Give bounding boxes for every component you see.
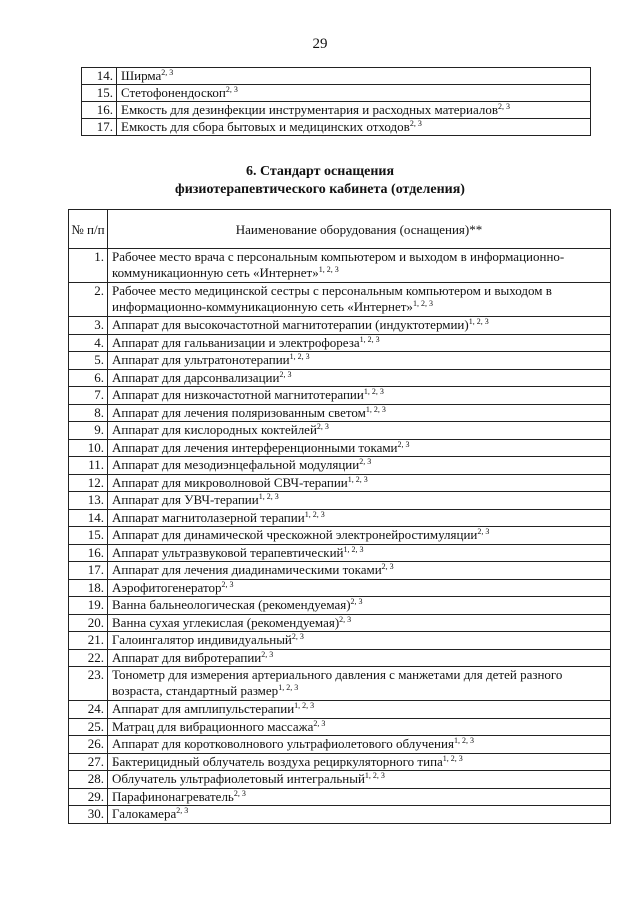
footnote-marker: 2, 3 <box>381 562 394 571</box>
equipment-name: Аппарат для высокочастотной магнитотерапии (индуктотермии) <box>112 317 469 332</box>
row-number: 14. <box>69 509 108 527</box>
equipment-name-cell <box>108 579 611 597</box>
equipment-name: Аппарат для гальванизации и электрофореза <box>112 334 360 350</box>
table-row <box>69 718 611 736</box>
equipment-name: Рабочее место врача с персональным компьютером и выходом в информационно-коммуникационную сеть «Интернет» <box>112 249 565 280</box>
row-number: 7. <box>69 387 108 405</box>
footnote-marker: 2, 3 <box>316 422 329 431</box>
row-number: 1. <box>69 249 108 283</box>
table-row <box>69 597 611 615</box>
footnote-marker: 2, 3 <box>291 632 304 641</box>
footnote-marker: 2, 3 <box>477 527 490 536</box>
table-row <box>69 474 611 492</box>
row-number: 30. <box>69 806 108 824</box>
row-number: 17. <box>69 562 108 580</box>
equipment-name-cell <box>108 404 611 422</box>
row-number: 16. <box>82 102 117 119</box>
footnote-marker: 1, 2, 3 <box>364 771 385 780</box>
table-row <box>69 439 611 457</box>
equipment-name: Стетофонендоскоп <box>121 85 226 100</box>
equipment-name: Аппарат для мезодиэнцефальной модуляции <box>112 457 360 472</box>
footnote-marker: 2, 3 <box>397 439 410 449</box>
row-number: 15. <box>82 85 117 102</box>
equipment-name-cell <box>108 649 611 667</box>
table-row <box>82 102 591 119</box>
equipment-name: Облучатель ультрафиолетовый интегральный <box>112 771 365 786</box>
row-number: 12. <box>69 474 108 492</box>
equipment-name: Аппарат магнитолазерной терапии <box>112 509 305 525</box>
equipment-name-cell <box>117 102 591 119</box>
footnote-marker: 1, 2, 3 <box>318 265 339 274</box>
equipment-name: Аппарат для вибротерапии <box>112 649 262 665</box>
footnote-marker: 2, 3 <box>498 102 511 111</box>
equipment-name-cell <box>108 771 611 789</box>
equipment-name: Аппарат для коротковолнового ультрафиолетового облучения <box>112 736 454 751</box>
table-row <box>69 317 611 335</box>
footnote-marker: 2, 3 <box>161 68 174 77</box>
table-row <box>69 387 611 405</box>
equipment-name-cell <box>108 632 611 650</box>
footnote-marker: 2, 3 <box>409 119 422 128</box>
footnote-marker: 1, 2, 3 <box>363 387 384 396</box>
section-heading <box>0 163 640 199</box>
section-title-line2: физиотерапевтического кабинета (отделения) <box>175 182 465 197</box>
equipment-name: Ширма <box>121 68 162 83</box>
footnote-marker: 1, 2, 3 <box>278 683 299 692</box>
equipment-name: Галокамера <box>112 806 177 821</box>
section-title-line1: 6. Стандарт оснащения <box>245 164 395 179</box>
row-number: 23. <box>69 667 108 701</box>
row-number: 21. <box>69 632 108 650</box>
equipment-name: Ванна бальнеологическая (рекомендуемая) <box>112 597 351 612</box>
equipment-name-cell <box>108 334 611 352</box>
table-row <box>69 369 611 387</box>
table-row <box>69 283 611 317</box>
equipment-name-cell <box>108 667 611 701</box>
equipment-name: Аппарат для УВЧ-терапии <box>112 492 259 507</box>
row-number: 24. <box>69 701 108 719</box>
table-row <box>69 352 611 370</box>
table-row <box>69 249 611 283</box>
equipment-name-cell <box>108 492 611 510</box>
row-number: 2. <box>69 283 108 317</box>
equipment-name-cell <box>108 283 611 317</box>
table-row <box>69 753 611 771</box>
row-number: 6. <box>69 369 108 387</box>
equipment-name-cell <box>108 369 611 387</box>
footnote-marker: 1, 2, 3 <box>468 317 489 326</box>
table-row <box>69 527 611 545</box>
equipment-name-cell <box>117 85 591 102</box>
equipment-name-cell <box>108 422 611 440</box>
footnote-marker: 1, 2, 3 <box>359 334 380 344</box>
footnote-marker: 1, 2, 3 <box>442 753 463 763</box>
footnote-marker: 1, 2, 3 <box>347 474 368 484</box>
equipment-name: Аппарат для амплипульстерапии <box>112 701 295 716</box>
table-row <box>69 667 611 701</box>
equipment-name: Ванна сухая углекислая (рекомендуемая) <box>112 614 340 630</box>
table-row <box>69 788 611 806</box>
table-row <box>69 614 611 632</box>
footnote-marker: 1, 2, 3 <box>365 404 386 414</box>
equipment-name-cell <box>108 597 611 615</box>
equipment-name-cell <box>108 753 611 771</box>
equipment-name: Аэрофитогенератор <box>112 579 222 595</box>
table-row <box>69 579 611 597</box>
page-number: 29 <box>312 36 328 52</box>
footnote-marker: 1, 2, 3 <box>289 352 310 361</box>
table-row <box>69 806 611 824</box>
table-row <box>69 492 611 510</box>
row-number: 16. <box>69 544 108 562</box>
row-number: 10. <box>69 439 108 457</box>
table-row <box>82 85 591 102</box>
table-row <box>82 68 591 85</box>
equipment-name-cell <box>108 439 611 457</box>
footnote-marker: 2, 3 <box>350 597 363 606</box>
row-number: 25. <box>69 718 108 736</box>
row-number: 19. <box>69 597 108 615</box>
footnote-marker: 2, 3 <box>176 806 189 815</box>
footnote-marker: 1, 2, 3 <box>412 299 433 308</box>
equipment-name-cell <box>108 387 611 405</box>
equipment-name: Матрац для вибрационного массажа <box>112 718 314 734</box>
row-number: 8. <box>69 404 108 422</box>
footnote-marker: 2, 3 <box>359 457 372 466</box>
equipment-name: Бактерицидный облучатель воздуха рециркуляторного типа <box>112 753 443 769</box>
equipment-name: Аппарат для ультратонотерапии <box>112 352 290 367</box>
row-number: 11. <box>69 457 108 475</box>
equipment-name-cell <box>108 527 611 545</box>
equipment-name: Аппарат для динамической чрескожной электронейростимуляции <box>112 527 478 542</box>
footnote-marker: 1, 2, 3 <box>258 492 279 501</box>
equipment-name-cell <box>108 701 611 719</box>
table-row <box>69 509 611 527</box>
table-row <box>69 562 611 580</box>
equipment-name: Емкость для сбора бытовых и медицинских отходов <box>121 119 410 134</box>
row-number: 4. <box>69 334 108 352</box>
footnote-marker: 2, 3 <box>261 649 274 659</box>
footnote-marker: 2, 3 <box>233 788 246 798</box>
table-row <box>69 771 611 789</box>
table-row <box>69 544 611 562</box>
equipment-name-cell <box>108 317 611 335</box>
equipment-name: Тонометр для измерения артериального давления с манжетами для детей разного возраста, стандартный размер <box>112 667 563 698</box>
equipment-name-cell <box>117 68 591 85</box>
equipment-name-cell <box>108 509 611 527</box>
equipment-name-cell <box>108 736 611 754</box>
equipment-name: Аппарат для дарсонвализации <box>112 369 280 385</box>
equipment-name: Аппарат для кислородных коктейлей <box>112 422 317 437</box>
equipment-name-cell <box>108 788 611 806</box>
footnote-marker: 2, 3 <box>339 614 352 624</box>
equipment-name-cell <box>108 718 611 736</box>
row-number: 13. <box>69 492 108 510</box>
equipment-name-cell <box>108 457 611 475</box>
row-number: 29. <box>69 788 108 806</box>
table-row <box>69 632 611 650</box>
footnote-marker: 2, 3 <box>313 718 326 728</box>
equipment-name-cell <box>108 806 611 824</box>
equipment-name-cell <box>108 249 611 283</box>
table-row <box>69 404 611 422</box>
row-number: 28. <box>69 771 108 789</box>
physiotherapy-equipment-table <box>68 209 611 824</box>
equipment-name-cell <box>108 544 611 562</box>
footnote-marker: 2, 3 <box>279 369 292 379</box>
table-row <box>69 701 611 719</box>
table-row <box>69 736 611 754</box>
equipment-name: Рабочее место медицинской сестры с персональным компьютером и выходом в информационно-коммуникационную сеть «Интернет» <box>112 283 552 314</box>
footnote-marker: 1, 2, 3 <box>453 736 474 745</box>
equipment-name-cell <box>108 474 611 492</box>
row-number: 15. <box>69 527 108 545</box>
equipment-name-cell <box>108 352 611 370</box>
footnote-marker: 2, 3 <box>221 579 234 589</box>
header-number: № п/п <box>69 210 108 249</box>
equipment-name: Парафинонагреватель <box>112 788 234 804</box>
row-number: 14. <box>82 68 117 85</box>
footnote-marker: 1, 2, 3 <box>343 544 364 554</box>
equipment-name: Аппарат для лечения поляризованным светом <box>112 404 366 420</box>
equipment-name-cell <box>108 562 611 580</box>
table-header-row <box>69 210 611 249</box>
row-number: 9. <box>69 422 108 440</box>
equipment-name: Емкость для дезинфекции инструментария и расходных материалов <box>121 102 499 117</box>
footnote-marker: 2, 3 <box>225 85 238 94</box>
row-number: 26. <box>69 736 108 754</box>
row-number: 27. <box>69 753 108 771</box>
row-number: 18. <box>69 579 108 597</box>
table-row <box>82 119 591 136</box>
equipment-name: Аппарат для низкочастотной магнитотерапии <box>112 387 364 402</box>
equipment-name: Галоингалятор индивидуальный <box>112 632 292 647</box>
equipment-name: Аппарат для микроволновой СВЧ-терапии <box>112 474 348 490</box>
table-row <box>69 422 611 440</box>
row-number: 5. <box>69 352 108 370</box>
equipment-name-cell <box>108 614 611 632</box>
equipment-name: Аппарат ультразвуковой терапевтический <box>112 544 344 560</box>
row-number: 3. <box>69 317 108 335</box>
footnote-marker: 1, 2, 3 <box>294 701 315 710</box>
equipment-name: Аппарат для лечения диадинамическими токами <box>112 562 382 577</box>
equipment-name: Аппарат для лечения интерференционными токами <box>112 439 398 455</box>
equipment-table-continued <box>81 67 591 136</box>
header-equipment-name: Наименование оборудования (оснащения)** <box>108 210 611 249</box>
equipment-name-cell <box>117 119 591 136</box>
row-number: 17. <box>82 119 117 136</box>
table-row <box>69 649 611 667</box>
footnote-marker: 1, 2, 3 <box>304 509 325 519</box>
row-number: 20. <box>69 614 108 632</box>
table-row <box>69 457 611 475</box>
table-row <box>69 334 611 352</box>
row-number: 22. <box>69 649 108 667</box>
